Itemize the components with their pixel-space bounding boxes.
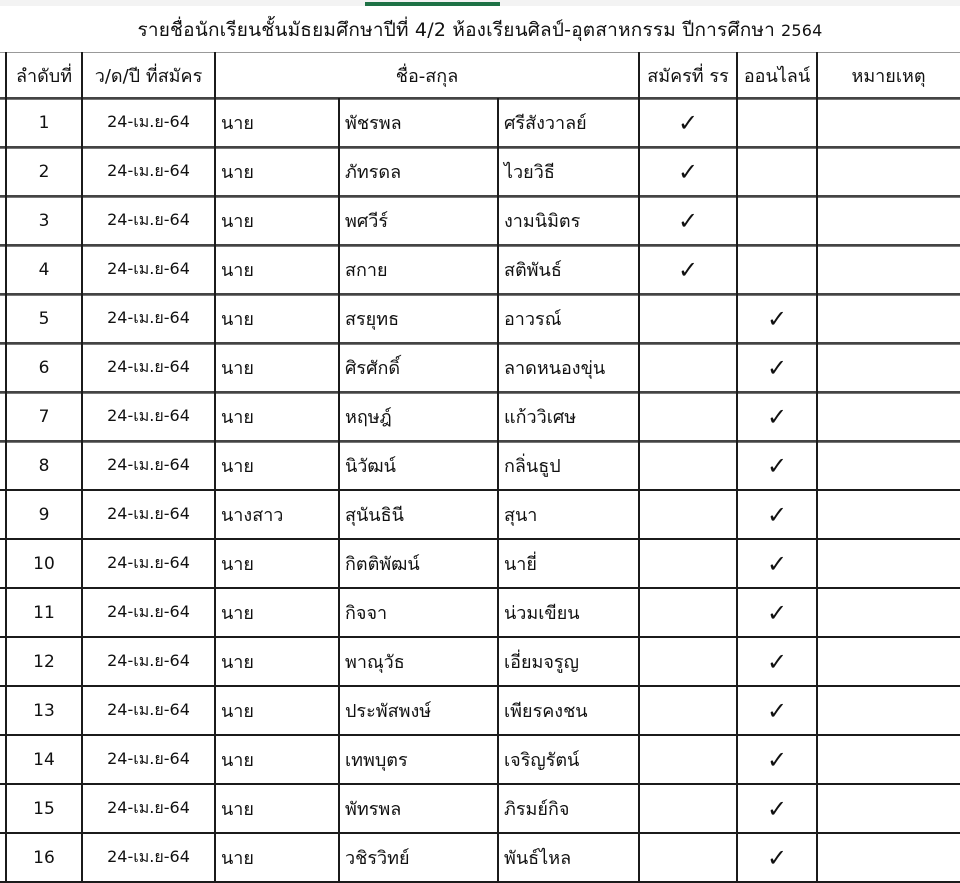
cell-last-name[interactable]: อาวรณ์ bbox=[504, 309, 562, 330]
cell-index[interactable]: 3 bbox=[38, 210, 50, 231]
cell-date[interactable]: 24-เม.ย-64 bbox=[107, 259, 190, 278]
header-note[interactable]: หมายเหตุ bbox=[851, 65, 926, 87]
cell-first-name[interactable]: ประพัสพงษ์ bbox=[345, 701, 432, 722]
cell-prefix[interactable]: นาย bbox=[221, 799, 254, 820]
cell-date[interactable]: 24-เม.ย-64 bbox=[107, 357, 190, 376]
cell-prefix[interactable]: นาย bbox=[221, 652, 254, 673]
cell-date[interactable]: 24-เม.ย-64 bbox=[107, 112, 190, 131]
cell-online-check[interactable]: ✓ bbox=[766, 598, 788, 627]
cell-index[interactable]: 2 bbox=[38, 161, 50, 182]
cell-onsite-check[interactable] bbox=[639, 784, 737, 833]
cell-date[interactable]: 24-เม.ย-64 bbox=[107, 798, 190, 817]
cell-last-name[interactable]: ลาดหนองขุ่น bbox=[504, 358, 606, 379]
cell-note[interactable] bbox=[817, 196, 960, 245]
cell-note[interactable] bbox=[817, 686, 960, 735]
cell-onsite-check[interactable] bbox=[639, 637, 737, 686]
cell-first-name[interactable]: กิจจา bbox=[345, 603, 388, 624]
cell-onsite-check[interactable] bbox=[639, 588, 737, 637]
header-index[interactable]: ลำดับที่ bbox=[15, 65, 73, 87]
sheet-title bbox=[0, 8, 960, 52]
cell-onsite-check[interactable] bbox=[639, 490, 737, 539]
cell-note[interactable] bbox=[817, 735, 960, 784]
cell-prefix[interactable]: นาย bbox=[221, 113, 254, 134]
cell-date[interactable]: 24-เม.ย-64 bbox=[107, 700, 190, 719]
cell-note[interactable] bbox=[817, 588, 960, 637]
cell-online-check[interactable] bbox=[737, 147, 817, 196]
column-divider bbox=[736, 52, 738, 882]
cell-prefix[interactable]: นาย bbox=[221, 358, 254, 379]
cell-prefix[interactable]: นาย bbox=[221, 162, 254, 183]
column-divider bbox=[338, 98, 340, 882]
cell-online-check[interactable]: ✓ bbox=[766, 647, 788, 676]
cell-last-name[interactable]: งามนิมิตร bbox=[504, 211, 581, 232]
cell-index[interactable]: 11 bbox=[33, 602, 55, 623]
cell-note[interactable] bbox=[817, 294, 960, 343]
cell-last-name[interactable]: สุนา bbox=[504, 505, 538, 526]
cell-index[interactable]: 14 bbox=[33, 749, 55, 770]
header-online[interactable]: ออนไลน์ bbox=[743, 65, 811, 87]
cell-last-name[interactable]: สติพันธ์ bbox=[504, 260, 562, 281]
cell-onsite-check[interactable] bbox=[639, 686, 737, 735]
cell-last-name[interactable]: ศรีสังวาลย์ bbox=[504, 113, 587, 134]
cell-date[interactable]: 24-เม.ย-64 bbox=[107, 749, 190, 768]
cell-first-name[interactable]: สกาย bbox=[345, 260, 388, 281]
cell-index[interactable]: 9 bbox=[38, 504, 50, 525]
cell-first-name[interactable]: สุนันธินี bbox=[345, 505, 404, 526]
cell-first-name[interactable]: พัทรพล bbox=[345, 799, 402, 820]
cell-last-name[interactable]: เพียรคงชน bbox=[504, 701, 588, 722]
header-name[interactable]: ชื่อ-สกุล bbox=[395, 65, 459, 87]
cell-note[interactable] bbox=[817, 147, 960, 196]
cell-note[interactable] bbox=[817, 245, 960, 294]
selected-tab-indicator bbox=[365, 2, 500, 6]
cell-prefix[interactable]: นาย bbox=[221, 848, 254, 869]
sheet-title-year: 2564 bbox=[781, 20, 823, 40]
cell-date[interactable]: 24-เม.ย-64 bbox=[107, 847, 190, 866]
cell-prefix[interactable]: นาย bbox=[221, 407, 254, 428]
cell-last-name[interactable]: นายี่ bbox=[504, 554, 537, 575]
cell-prefix[interactable]: นาย bbox=[221, 554, 254, 575]
cell-first-name[interactable]: นิวัฒน์ bbox=[345, 456, 396, 477]
cell-note[interactable] bbox=[817, 343, 960, 392]
cell-prefix[interactable]: นาย bbox=[221, 750, 254, 771]
cell-date[interactable]: 24-เม.ย-64 bbox=[107, 455, 190, 474]
cell-first-name[interactable]: ภัทรดล bbox=[345, 162, 402, 183]
cell-prefix[interactable]: นาย bbox=[221, 701, 254, 722]
cell-onsite-check[interactable] bbox=[639, 833, 737, 882]
cell-first-name[interactable]: กิตติพัฒน์ bbox=[345, 554, 420, 575]
cell-index[interactable]: 15 bbox=[33, 798, 55, 819]
cell-index[interactable]: 8 bbox=[38, 455, 50, 476]
cell-onsite-check[interactable]: ✓ bbox=[677, 206, 699, 235]
cell-last-name[interactable]: น่วมเขียน bbox=[504, 603, 580, 624]
cell-note[interactable] bbox=[817, 441, 960, 490]
cell-first-name[interactable]: ศิรศักดิ์ bbox=[345, 358, 401, 379]
cell-first-name[interactable]: วชิรวิทย์ bbox=[345, 848, 410, 869]
cell-note[interactable] bbox=[817, 98, 960, 147]
cell-date[interactable]: 24-เม.ย-64 bbox=[107, 553, 190, 572]
cell-index[interactable]: 16 bbox=[33, 847, 55, 868]
cell-index[interactable]: 5 bbox=[38, 308, 50, 329]
cell-onsite-check[interactable] bbox=[639, 735, 737, 784]
cell-prefix[interactable]: นาย bbox=[221, 456, 254, 477]
toolbar-strip bbox=[0, 0, 960, 6]
cell-first-name[interactable]: พาณุวัธ bbox=[345, 652, 405, 673]
cell-last-name[interactable]: เอี่ยมจรูญ bbox=[504, 652, 579, 673]
cell-online-check[interactable]: ✓ bbox=[766, 843, 788, 872]
cell-online-check[interactable]: ✓ bbox=[766, 500, 788, 529]
cell-prefix[interactable]: นาย bbox=[221, 603, 254, 624]
cell-prefix[interactable]: นางสาว bbox=[221, 505, 284, 526]
cell-last-name[interactable]: พันธ์ไหล bbox=[504, 848, 572, 869]
cell-note[interactable] bbox=[817, 833, 960, 882]
cell-date[interactable]: 24-เม.ย-64 bbox=[107, 210, 190, 229]
cell-onsite-check[interactable]: ✓ bbox=[677, 108, 699, 137]
cell-index[interactable]: 10 bbox=[33, 553, 55, 574]
cell-online-check[interactable]: ✓ bbox=[766, 549, 788, 578]
cell-onsite-check[interactable] bbox=[639, 441, 737, 490]
column-divider bbox=[5, 52, 7, 882]
cell-prefix[interactable]: นาย bbox=[221, 211, 254, 232]
cell-date[interactable]: 24-เม.ย-64 bbox=[107, 651, 190, 670]
cell-index[interactable]: 6 bbox=[38, 357, 50, 378]
cell-onsite-check[interactable]: ✓ bbox=[677, 255, 699, 284]
cell-index[interactable]: 1 bbox=[38, 112, 50, 133]
cell-prefix[interactable]: นาย bbox=[221, 309, 254, 330]
cell-date[interactable]: 24-เม.ย-64 bbox=[107, 406, 190, 425]
cell-online-check[interactable]: ✓ bbox=[766, 696, 788, 725]
cell-last-name[interactable]: ไวยวิธี bbox=[504, 162, 555, 183]
cell-online-check[interactable]: ✓ bbox=[766, 745, 788, 774]
cell-date[interactable]: 24-เม.ย-64 bbox=[107, 308, 190, 327]
cell-note[interactable] bbox=[817, 784, 960, 833]
cell-online-check[interactable]: ✓ bbox=[766, 353, 788, 382]
cell-index[interactable]: 4 bbox=[38, 259, 50, 280]
cell-note[interactable] bbox=[817, 392, 960, 441]
column-divider bbox=[81, 52, 83, 882]
cell-online-check[interactable] bbox=[737, 245, 817, 294]
cell-online-check[interactable] bbox=[737, 196, 817, 245]
cell-onsite-check[interactable] bbox=[639, 539, 737, 588]
cell-index[interactable]: 7 bbox=[38, 406, 50, 427]
cell-index[interactable]: 12 bbox=[33, 651, 55, 672]
cell-first-name[interactable]: เทพบุตร bbox=[345, 750, 408, 771]
cell-online-check[interactable] bbox=[737, 98, 817, 147]
header-date[interactable]: ว/ด/ปี ที่สมัคร bbox=[94, 65, 203, 87]
cell-onsite-check[interactable] bbox=[639, 392, 737, 441]
cell-last-name[interactable]: กลิ่นธูป bbox=[504, 456, 561, 477]
cell-last-name[interactable]: ภิรมย์กิจ bbox=[504, 799, 570, 820]
cell-online-check[interactable]: ✓ bbox=[766, 451, 788, 480]
cell-onsite-check[interactable]: ✓ bbox=[677, 157, 699, 186]
cell-date[interactable]: 24-เม.ย-64 bbox=[107, 602, 190, 621]
cell-note[interactable] bbox=[817, 637, 960, 686]
cell-online-check[interactable]: ✓ bbox=[766, 794, 788, 823]
cell-last-name[interactable]: เจริญรัตน์ bbox=[504, 750, 580, 771]
column-divider bbox=[497, 98, 499, 882]
cell-onsite-check[interactable] bbox=[639, 294, 737, 343]
cell-note[interactable] bbox=[817, 539, 960, 588]
cell-online-check[interactable]: ✓ bbox=[766, 304, 788, 333]
column-divider bbox=[816, 52, 818, 882]
column-divider bbox=[214, 52, 216, 882]
cell-index[interactable]: 13 bbox=[33, 700, 55, 721]
cell-prefix[interactable]: นาย bbox=[221, 260, 254, 281]
cell-date[interactable]: 24-เม.ย-64 bbox=[107, 504, 190, 523]
cell-last-name[interactable]: แก้ววิเศษ bbox=[504, 407, 577, 428]
cell-first-name[interactable]: สรยุทธ bbox=[345, 309, 400, 330]
cell-first-name[interactable]: พัชรพล bbox=[345, 113, 402, 134]
sheet-title-text: รายชื่อนักเรียนชั้นมัธยมศึกษาปีที่ 4/2 ห้องเรียนศิลป์-อุตสาหกรรม ปีการศึกษา bbox=[137, 19, 776, 41]
header-onsite[interactable]: สมัครที่ รร bbox=[647, 65, 729, 87]
cell-date[interactable]: 24-เม.ย-64 bbox=[107, 161, 190, 180]
cell-first-name[interactable]: พศวีร์ bbox=[345, 211, 389, 232]
cell-onsite-check[interactable] bbox=[639, 343, 737, 392]
column-divider bbox=[638, 52, 640, 882]
cell-note[interactable] bbox=[817, 490, 960, 539]
cell-online-check[interactable]: ✓ bbox=[766, 402, 788, 431]
cell-first-name[interactable]: หฤษฎ์ bbox=[345, 407, 392, 428]
